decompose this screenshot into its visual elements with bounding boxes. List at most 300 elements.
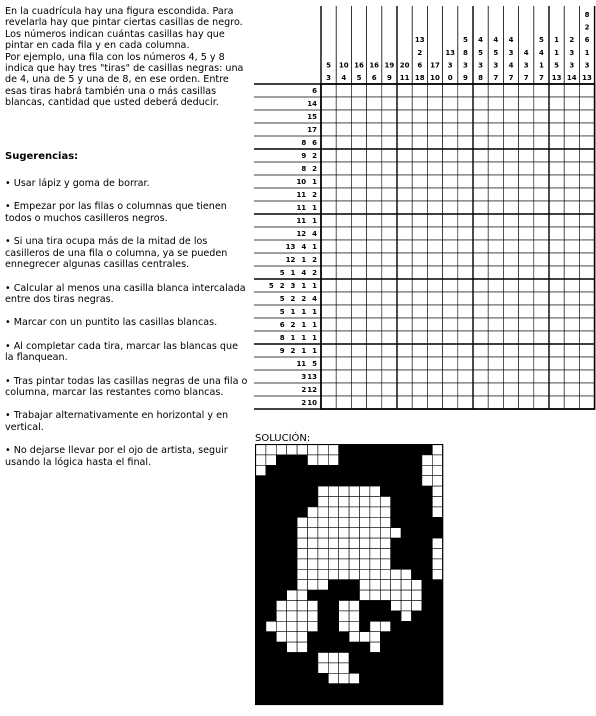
grid-cell[interactable] (549, 292, 564, 305)
grid-cell[interactable] (321, 266, 336, 279)
grid-cell[interactable] (412, 97, 427, 110)
grid-cell[interactable] (473, 84, 488, 97)
grid-cell[interactable] (351, 279, 366, 292)
grid-cell[interactable] (458, 227, 473, 240)
grid-cell[interactable] (564, 292, 579, 305)
grid-cell[interactable] (579, 305, 594, 318)
grid-cell[interactable] (488, 331, 503, 344)
grid-cell[interactable] (473, 136, 488, 149)
grid-cell[interactable] (397, 305, 412, 318)
grid-cell[interactable] (579, 318, 594, 331)
grid-cell[interactable] (549, 175, 564, 188)
grid-cell[interactable] (564, 266, 579, 279)
grid-cell[interactable] (367, 305, 382, 318)
grid-cell[interactable] (579, 240, 594, 253)
grid-cell[interactable] (579, 227, 594, 240)
grid-cell[interactable] (458, 214, 473, 227)
grid-cell[interactable] (321, 227, 336, 240)
grid-cell[interactable] (564, 201, 579, 214)
grid-cell[interactable] (321, 136, 336, 149)
grid-cell[interactable] (579, 110, 594, 123)
grid-cell[interactable] (351, 175, 366, 188)
grid-cell[interactable] (579, 175, 594, 188)
grid-cell[interactable] (549, 279, 564, 292)
grid-cell[interactable] (534, 370, 549, 383)
grid-cell[interactable] (382, 318, 397, 331)
grid-cell[interactable] (549, 318, 564, 331)
grid-cell[interactable] (579, 201, 594, 214)
grid-cell[interactable] (443, 279, 458, 292)
grid-cell[interactable] (534, 110, 549, 123)
grid-cell[interactable] (519, 292, 534, 305)
grid-cell[interactable] (579, 279, 594, 292)
grid-cell[interactable] (503, 279, 518, 292)
grid-cell[interactable] (382, 214, 397, 227)
grid-cell[interactable] (458, 97, 473, 110)
grid-cell[interactable] (321, 305, 336, 318)
grid-cell[interactable] (549, 305, 564, 318)
grid-cell[interactable] (321, 370, 336, 383)
grid-cell[interactable] (488, 305, 503, 318)
grid-cell[interactable] (503, 227, 518, 240)
grid-cell[interactable] (397, 201, 412, 214)
grid-cell[interactable] (519, 136, 534, 149)
grid-cell[interactable] (564, 279, 579, 292)
grid-cell[interactable] (382, 84, 397, 97)
grid-cell[interactable] (549, 149, 564, 162)
grid-cell[interactable] (443, 292, 458, 305)
grid-cell[interactable] (488, 396, 503, 409)
grid-cell[interactable] (382, 279, 397, 292)
grid-cell[interactable] (503, 396, 518, 409)
grid-cell[interactable] (458, 136, 473, 149)
grid-cell[interactable] (564, 149, 579, 162)
grid-cell[interactable] (534, 123, 549, 136)
grid-cell[interactable] (397, 110, 412, 123)
grid-cell[interactable] (443, 305, 458, 318)
grid-cell[interactable] (412, 175, 427, 188)
grid-cell[interactable] (367, 318, 382, 331)
grid-cell[interactable] (321, 396, 336, 409)
grid-cell[interactable] (412, 396, 427, 409)
grid-cell[interactable] (382, 344, 397, 357)
grid-cell[interactable] (443, 396, 458, 409)
grid-cell[interactable] (427, 331, 442, 344)
grid-cell[interactable] (564, 318, 579, 331)
grid-cell[interactable] (473, 175, 488, 188)
grid-cell[interactable] (503, 253, 518, 266)
grid-cell[interactable] (579, 162, 594, 175)
grid-cell[interactable] (351, 344, 366, 357)
grid-cell[interactable] (443, 266, 458, 279)
grid-cell[interactable] (564, 84, 579, 97)
grid-cell[interactable] (458, 305, 473, 318)
grid-cell[interactable] (351, 331, 366, 344)
grid-cell[interactable] (412, 136, 427, 149)
grid-cell[interactable] (473, 370, 488, 383)
grid-cell[interactable] (443, 344, 458, 357)
grid-cell[interactable] (397, 318, 412, 331)
grid-cell[interactable] (503, 123, 518, 136)
grid-cell[interactable] (579, 370, 594, 383)
grid-cell[interactable] (519, 149, 534, 162)
grid-cell[interactable] (488, 97, 503, 110)
grid-cell[interactable] (427, 396, 442, 409)
grid-cell[interactable] (534, 84, 549, 97)
grid-cell[interactable] (488, 110, 503, 123)
grid-cell[interactable] (351, 188, 366, 201)
grid-cell[interactable] (382, 149, 397, 162)
grid-cell[interactable] (458, 344, 473, 357)
grid-cell[interactable] (458, 188, 473, 201)
grid-cell[interactable] (351, 97, 366, 110)
grid-cell[interactable] (534, 175, 549, 188)
grid-cell[interactable] (382, 110, 397, 123)
grid-cell[interactable] (427, 214, 442, 227)
grid-cell[interactable] (427, 292, 442, 305)
grid-cell[interactable] (443, 318, 458, 331)
grid-cell[interactable] (351, 396, 366, 409)
grid-cell[interactable] (503, 175, 518, 188)
grid-cell[interactable] (427, 305, 442, 318)
grid-cell[interactable] (564, 370, 579, 383)
grid-cell[interactable] (503, 136, 518, 149)
grid-cell[interactable] (503, 240, 518, 253)
grid-cell[interactable] (382, 357, 397, 370)
grid-cell[interactable] (503, 383, 518, 396)
grid-cell[interactable] (564, 214, 579, 227)
grid-cell[interactable] (336, 123, 351, 136)
grid-cell[interactable] (351, 110, 366, 123)
grid-cell[interactable] (397, 357, 412, 370)
grid-cell[interactable] (382, 383, 397, 396)
grid-cell[interactable] (488, 383, 503, 396)
grid-cell[interactable] (458, 110, 473, 123)
grid-cell[interactable] (503, 162, 518, 175)
grid-cell[interactable] (427, 370, 442, 383)
grid-cell[interactable] (458, 396, 473, 409)
grid-cell[interactable] (397, 240, 412, 253)
grid-cell[interactable] (519, 253, 534, 266)
grid-cell[interactable] (488, 240, 503, 253)
grid-cell[interactable] (367, 149, 382, 162)
grid-cell[interactable] (488, 266, 503, 279)
grid-cell[interactable] (397, 188, 412, 201)
grid-cell[interactable] (427, 149, 442, 162)
grid-cell[interactable] (382, 370, 397, 383)
grid-cell[interactable] (412, 331, 427, 344)
grid-cell[interactable] (579, 84, 594, 97)
grid-cell[interactable] (427, 240, 442, 253)
grid-cell[interactable] (503, 97, 518, 110)
grid-cell[interactable] (367, 162, 382, 175)
grid-cell[interactable] (503, 305, 518, 318)
grid-cell[interactable] (458, 240, 473, 253)
grid-cell[interactable] (397, 279, 412, 292)
grid-cell[interactable] (549, 253, 564, 266)
grid-cell[interactable] (549, 240, 564, 253)
grid-cell[interactable] (579, 266, 594, 279)
grid-cell[interactable] (397, 97, 412, 110)
grid-cell[interactable] (427, 162, 442, 175)
grid-cell[interactable] (321, 188, 336, 201)
grid-cell[interactable] (564, 97, 579, 110)
grid-cell[interactable] (336, 266, 351, 279)
grid-cell[interactable] (549, 344, 564, 357)
grid-cell[interactable] (367, 214, 382, 227)
grid-cell[interactable] (397, 175, 412, 188)
grid-cell[interactable] (321, 279, 336, 292)
grid-cell[interactable] (367, 110, 382, 123)
grid-cell[interactable] (427, 123, 442, 136)
grid-cell[interactable] (488, 227, 503, 240)
grid-cell[interactable] (564, 136, 579, 149)
grid-cell[interactable] (458, 318, 473, 331)
grid-cell[interactable] (503, 84, 518, 97)
grid-cell[interactable] (427, 84, 442, 97)
grid-cell[interactable] (519, 188, 534, 201)
grid-cell[interactable] (488, 292, 503, 305)
grid-cell[interactable] (503, 214, 518, 227)
grid-cell[interactable] (336, 240, 351, 253)
grid-cell[interactable] (443, 331, 458, 344)
grid-cell[interactable] (382, 162, 397, 175)
grid-cell[interactable] (549, 227, 564, 240)
grid-cell[interactable] (458, 175, 473, 188)
grid-cell[interactable] (579, 149, 594, 162)
grid-cell[interactable] (321, 292, 336, 305)
grid-cell[interactable] (473, 357, 488, 370)
grid-cell[interactable] (382, 201, 397, 214)
grid-cell[interactable] (382, 292, 397, 305)
grid-cell[interactable] (519, 227, 534, 240)
grid-cell[interactable] (443, 136, 458, 149)
grid-cell[interactable] (367, 97, 382, 110)
grid-cell[interactable] (336, 162, 351, 175)
grid-cell[interactable] (367, 175, 382, 188)
grid-cell[interactable] (336, 344, 351, 357)
grid-cell[interactable] (443, 175, 458, 188)
grid-cell[interactable] (579, 396, 594, 409)
grid-cell[interactable] (443, 188, 458, 201)
grid-cell[interactable] (427, 383, 442, 396)
grid-cell[interactable] (351, 201, 366, 214)
grid-cell[interactable] (519, 110, 534, 123)
grid-cell[interactable] (367, 357, 382, 370)
grid-cell[interactable] (534, 253, 549, 266)
grid-cell[interactable] (351, 162, 366, 175)
grid-cell[interactable] (336, 214, 351, 227)
grid-cell[interactable] (564, 331, 579, 344)
grid-cell[interactable] (458, 357, 473, 370)
grid-cell[interactable] (367, 240, 382, 253)
grid-cell[interactable] (549, 201, 564, 214)
grid-cell[interactable] (397, 383, 412, 396)
grid-cell[interactable] (534, 318, 549, 331)
grid-cell[interactable] (534, 344, 549, 357)
grid-cell[interactable] (534, 162, 549, 175)
grid-cell[interactable] (351, 136, 366, 149)
grid-cell[interactable] (473, 266, 488, 279)
grid-cell[interactable] (488, 162, 503, 175)
grid-cell[interactable] (397, 331, 412, 344)
grid-cell[interactable] (549, 97, 564, 110)
grid-cell[interactable] (443, 253, 458, 266)
grid-cell[interactable] (488, 279, 503, 292)
grid-cell[interactable] (443, 110, 458, 123)
grid-cell[interactable] (351, 240, 366, 253)
grid-cell[interactable] (412, 188, 427, 201)
grid-cell[interactable] (488, 370, 503, 383)
grid-cell[interactable] (443, 227, 458, 240)
grid-cell[interactable] (382, 305, 397, 318)
grid-cell[interactable] (336, 84, 351, 97)
grid-cell[interactable] (473, 227, 488, 240)
grid-cell[interactable] (321, 84, 336, 97)
grid-cell[interactable] (412, 266, 427, 279)
grid-cell[interactable] (458, 201, 473, 214)
grid-cell[interactable] (579, 344, 594, 357)
grid-cell[interactable] (579, 253, 594, 266)
grid-cell[interactable] (579, 123, 594, 136)
grid-cell[interactable] (321, 162, 336, 175)
grid-cell[interactable] (321, 331, 336, 344)
grid-cell[interactable] (367, 227, 382, 240)
grid-cell[interactable] (412, 318, 427, 331)
grid-cell[interactable] (427, 110, 442, 123)
grid-cell[interactable] (351, 123, 366, 136)
grid-cell[interactable] (534, 331, 549, 344)
grid-cell[interactable] (579, 214, 594, 227)
grid-cell[interactable] (458, 84, 473, 97)
grid-cell[interactable] (488, 253, 503, 266)
grid-cell[interactable] (427, 188, 442, 201)
grid-cell[interactable] (367, 370, 382, 383)
grid-cell[interactable] (473, 123, 488, 136)
grid-cell[interactable] (443, 84, 458, 97)
grid-cell[interactable] (412, 162, 427, 175)
grid-cell[interactable] (367, 396, 382, 409)
grid-cell[interactable] (336, 188, 351, 201)
grid-cell[interactable] (412, 344, 427, 357)
grid-cell[interactable] (549, 357, 564, 370)
grid-cell[interactable] (473, 188, 488, 201)
grid-cell[interactable] (321, 357, 336, 370)
grid-cell[interactable] (351, 383, 366, 396)
grid-cell[interactable] (503, 110, 518, 123)
grid-cell[interactable] (564, 305, 579, 318)
grid-cell[interactable] (534, 357, 549, 370)
grid-cell[interactable] (336, 292, 351, 305)
grid-cell[interactable] (336, 227, 351, 240)
grid-cell[interactable] (351, 305, 366, 318)
grid-cell[interactable] (488, 149, 503, 162)
grid-cell[interactable] (549, 162, 564, 175)
grid-cell[interactable] (382, 396, 397, 409)
grid-cell[interactable] (336, 110, 351, 123)
grid-cell[interactable] (458, 162, 473, 175)
grid-cell[interactable] (321, 318, 336, 331)
grid-cell[interactable] (503, 201, 518, 214)
grid-cell[interactable] (412, 370, 427, 383)
grid-cell[interactable] (351, 227, 366, 240)
grid-cell[interactable] (534, 149, 549, 162)
grid-cell[interactable] (367, 253, 382, 266)
grid-cell[interactable] (336, 305, 351, 318)
grid-cell[interactable] (503, 357, 518, 370)
grid-cell[interactable] (443, 214, 458, 227)
grid-cell[interactable] (488, 318, 503, 331)
grid-cell[interactable] (321, 175, 336, 188)
grid-cell[interactable] (397, 370, 412, 383)
grid-cell[interactable] (503, 344, 518, 357)
grid-cell[interactable] (351, 253, 366, 266)
grid-cell[interactable] (382, 188, 397, 201)
grid-cell[interactable] (549, 383, 564, 396)
grid-cell[interactable] (367, 84, 382, 97)
grid-cell[interactable] (503, 292, 518, 305)
grid-cell[interactable] (534, 279, 549, 292)
grid-cell[interactable] (519, 396, 534, 409)
grid-cell[interactable] (564, 188, 579, 201)
grid-cell[interactable] (534, 396, 549, 409)
grid-cell[interactable] (321, 240, 336, 253)
grid-cell[interactable] (321, 201, 336, 214)
grid-cell[interactable] (367, 292, 382, 305)
grid-cell[interactable] (427, 344, 442, 357)
grid-cell[interactable] (503, 266, 518, 279)
grid-cell[interactable] (427, 136, 442, 149)
grid-cell[interactable] (367, 344, 382, 357)
grid-cell[interactable] (351, 149, 366, 162)
grid-cell[interactable] (412, 149, 427, 162)
grid-cell[interactable] (564, 123, 579, 136)
grid-cell[interactable] (412, 279, 427, 292)
grid-cell[interactable] (336, 136, 351, 149)
grid-cell[interactable] (336, 97, 351, 110)
grid-cell[interactable] (412, 240, 427, 253)
grid-cell[interactable] (519, 240, 534, 253)
grid-cell[interactable] (427, 357, 442, 370)
grid-cell[interactable] (427, 253, 442, 266)
grid-cell[interactable] (534, 214, 549, 227)
grid-cell[interactable] (579, 97, 594, 110)
grid-cell[interactable] (412, 201, 427, 214)
grid-cell[interactable] (473, 331, 488, 344)
grid-cell[interactable] (321, 123, 336, 136)
grid-cell[interactable] (351, 292, 366, 305)
grid-cell[interactable] (443, 383, 458, 396)
grid-cell[interactable] (473, 240, 488, 253)
grid-cell[interactable] (367, 266, 382, 279)
grid-cell[interactable] (336, 318, 351, 331)
grid-cell[interactable] (534, 266, 549, 279)
grid-cell[interactable] (519, 305, 534, 318)
grid-cell[interactable] (382, 97, 397, 110)
grid-cell[interactable] (351, 318, 366, 331)
grid-cell[interactable] (488, 201, 503, 214)
grid-cell[interactable] (427, 279, 442, 292)
grid-cell[interactable] (321, 149, 336, 162)
grid-cell[interactable] (427, 201, 442, 214)
grid-cell[interactable] (382, 253, 397, 266)
grid-cell[interactable] (519, 84, 534, 97)
grid-cell[interactable] (519, 123, 534, 136)
grid-cell[interactable] (397, 84, 412, 97)
grid-cell[interactable] (336, 396, 351, 409)
grid-cell[interactable] (549, 266, 564, 279)
grid-cell[interactable] (579, 188, 594, 201)
